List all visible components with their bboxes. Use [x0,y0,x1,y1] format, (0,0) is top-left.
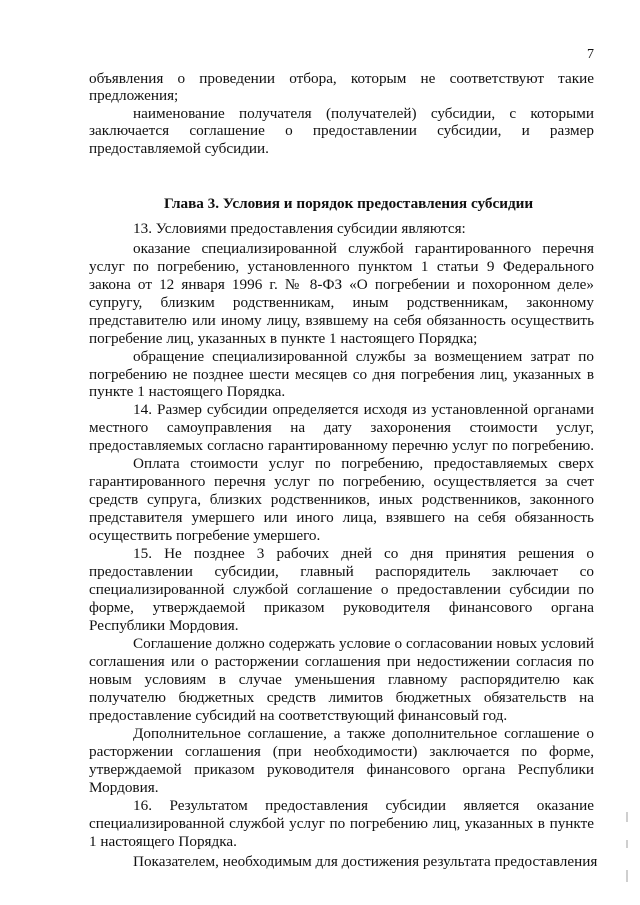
text-line: 1 настоящего Порядка. [89,833,237,850]
text-line: форме, утверждаемой приказом руководителя финансового органа [89,599,594,616]
text-line: наименование получателя (получателей) субсидии, с которыми [133,105,594,122]
text-line: расторжении соглашения (при необходимости) заключается по форме, [89,743,594,760]
scan-edge-mark [626,870,628,882]
text-line: обращение специализированной службы за возмещением затрат по [133,348,594,365]
text-line: пункте 1 настоящего Порядка. [89,383,286,400]
text-line: Соглашение должно содержать условие о согласовании новых условий [133,635,594,652]
text-line: средств супруга, близких родственников, иных родственников, законного [89,491,594,508]
text-line: осуществить погребение умершего. [89,527,321,544]
text-line: новым условиям в случае уменьшения главному распорядителю как [89,671,594,688]
text-line: 15. Не позднее 3 рабочих дней со дня принятия решения о [133,545,594,562]
text-line: специализированной службой услуг по погребению лиц, указанных в пункте [89,815,594,832]
text-line: утверждаемой приказом руководителя финансового органа Республики [89,761,594,778]
text-line: специализированной службой соглашение о предоставлении субсидии по [89,581,594,598]
page-number: 7 [587,47,594,62]
text-line: 14. Размер субсидии определяется исходя из установленной органами [133,401,594,418]
text-line: 16. Результатом предоставления субсидии является оказание [133,797,594,814]
text-line: Показателем, необходимым для достижения результата предоставления [133,853,598,870]
scan-edge-mark [626,812,628,822]
text-line: услуг по погребению, установленного пунктом 1 статьи 9 Федерального [89,258,594,275]
text-line: предоставлении субсидии, главный распорядитель заключает со [89,563,594,580]
text-line: получателю бюджетных средств лимитов бюджетных обязательств на [89,689,594,706]
text-line: Республики Мордовия. [89,617,239,634]
chapter-heading: Глава 3. Условия и порядок предоставления субсидии [164,195,534,212]
text-line: заключается соглашение о предоставлении субсидии, и размер [89,122,594,139]
text-line: оказание специализированной службой гарантированного перечня [133,240,594,257]
text-line: представителя умершего или иного лица, взявшего на себя обязанность [89,509,594,526]
text-line: объявления о проведении отбора, которым не соответствуют такие [89,70,594,87]
text-line: предложения; [89,87,179,104]
text-line: предоставляемых согласно гарантированному перечню услуг по погребению. [89,437,594,454]
text-line: местного самоуправления на дату захоронения стоимости услуг, [89,419,594,436]
text-line: супругу, близким родственникам, иным родственникам, законному [89,294,594,311]
text-line: погребению не позднее шести месяцев со дня погребения лиц, указанных в [89,366,594,383]
text-line: предоставление субсидий на соответствующий финансовый год. [89,707,508,724]
scan-edge-mark [626,840,628,848]
text-line: представителю или иному лицу, взявшему на себя обязанность осуществить [89,312,594,329]
text-line: 13. Условиями предоставления субсидии являются: [133,220,466,237]
text-line: соглашения или о расторжении соглашения при недостижении согласия по [89,653,594,670]
text-line: погребение лиц, указанных в пункте 1 настоящего Порядка; [89,330,478,347]
text-line: Оплата стоимости услуг по погребению, предоставляемых сверх [133,455,594,472]
text-line: Мордовия. [89,779,159,796]
text-line: Дополнительное соглашение, а также дополнительное соглашение о [133,725,594,742]
text-line: предоставляемой субсидии. [89,140,269,157]
text-line: гарантированного перечня услуг по погребению, осуществляется за счет [89,473,594,490]
text-line: закона от 12 января 1996 г. № 8-ФЗ «О погребении и похоронном деле» [89,276,594,293]
